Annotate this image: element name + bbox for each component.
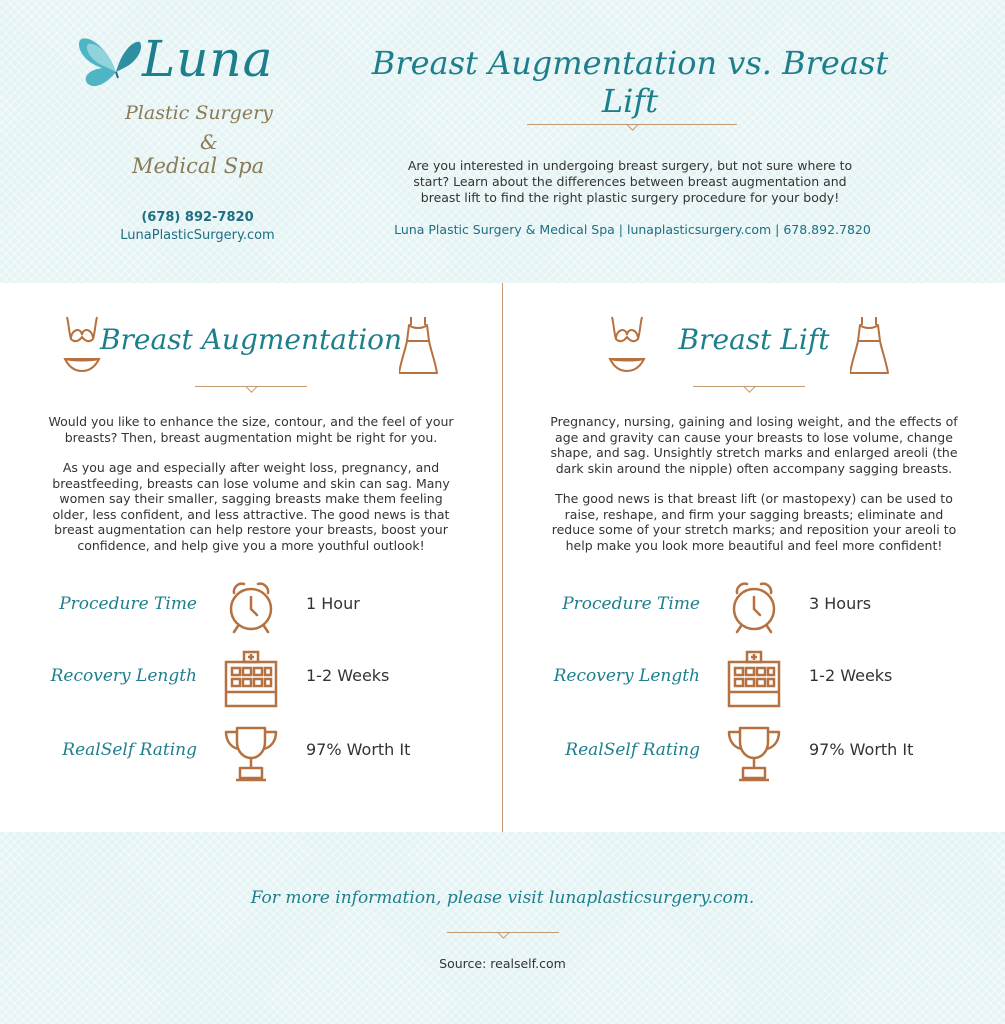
lift-title: Breast Lift [678, 323, 830, 356]
stat-label: Recovery Length [50, 666, 197, 686]
stat-procedure-time [0, 576, 502, 640]
augmentation-paragraph-2: As you age and especially after weight loss, pregnancy, and breastfeeding, breasts can lose volume and skin can sag. Many women say their smaller, sagging breasts make them feeling older, less confident, and less attractive. The good news is that breast augmentation can help restore your breasts, boost your confidence, and help give you a more youthful outlook! [52, 460, 450, 553]
augmentation-title: Breast Augmentation [99, 323, 403, 356]
stat-label: RealSelf Rating [565, 740, 700, 760]
stat-realself-rating [503, 722, 1005, 786]
trophy-icon [723, 722, 785, 784]
stat-value: 97% Worth It [809, 740, 914, 759]
stat-value: 97% Worth It [306, 740, 411, 759]
hospital-icon [220, 648, 282, 710]
brand-ampersand: & [200, 130, 218, 154]
lift-paragraph-2: The good news is that breast lift (or mastopexy) can be used to raise, reshape, and firm your sagging breasts; eliminate and reduce some of your stretch marks; and reposition your areoli to help make you look more beautiful and feel more confident! [551, 491, 957, 553]
stat-label: Procedure Time [59, 594, 197, 614]
stat-recovery-length [503, 648, 1005, 712]
lift-body [543, 414, 965, 568]
augmentation-section [0, 283, 502, 832]
stat-label: RealSelf Rating [62, 740, 197, 760]
alarm-clock-icon [220, 576, 282, 638]
lift-paragraph-1: Pregnancy, nursing, gaining and losing weight, and the effects of age and gravity can cause your breasts to lose volume, change shape, and sag. Unsightly stretch marks and enlarged areoli (the dark skin around the nipple) often accompany sagging breasts. [550, 414, 958, 476]
page-title: Breast Augmentation vs. Breast Lift [371, 44, 889, 120]
brand-line-2: Medical Spa [132, 154, 265, 178]
contact-line[interactable]: Luna Plastic Surgery & Medical Spa | lunaplasticsurgery.com | 678.892.7820 [394, 222, 871, 237]
stat-recovery-length [0, 648, 502, 712]
stat-value: 3 Hours [809, 594, 872, 613]
brand-name: Luna [142, 30, 274, 88]
brand-logo[interactable] [70, 30, 310, 245]
intro-text: Are you interested in undergoing breast surgery, but not sure where to start? Learn about the differences between breast augmentation and breast lift to find the right plastic surgery procedure for your body! [407, 158, 853, 205]
stat-realself-rating [0, 722, 502, 786]
section-divider [195, 386, 307, 387]
stat-procedure-time [503, 576, 1005, 640]
augmentation-body [40, 414, 462, 568]
title-divider [527, 124, 737, 125]
hospital-icon [723, 648, 785, 710]
stat-label: Procedure Time [562, 594, 700, 614]
section-divider [693, 386, 805, 387]
augmentation-paragraph-1: Would you like to enhance the size, contour, and the feel of your breasts? Then, breast augmentation might be right for you. [48, 414, 454, 445]
trophy-icon [220, 722, 282, 784]
stat-label: Recovery Length [553, 666, 700, 686]
brand-phone[interactable]: (678) 892-7820 [141, 210, 254, 225]
brand-line-1: Plastic Surgery [125, 102, 273, 124]
stat-value: 1 Hour [306, 594, 360, 613]
footer-link[interactable]: For more information, please visit lunaplasticsurgery.com. [250, 888, 755, 908]
lift-section [503, 283, 1005, 832]
stat-value: 1-2 Weeks [809, 666, 893, 685]
source-credit: Source: realself.com [439, 956, 566, 971]
alarm-clock-icon [723, 576, 785, 638]
brand-website[interactable]: LunaPlasticSurgery.com [120, 228, 275, 243]
footer-divider [447, 932, 559, 933]
stat-value: 1-2 Weeks [306, 666, 390, 685]
